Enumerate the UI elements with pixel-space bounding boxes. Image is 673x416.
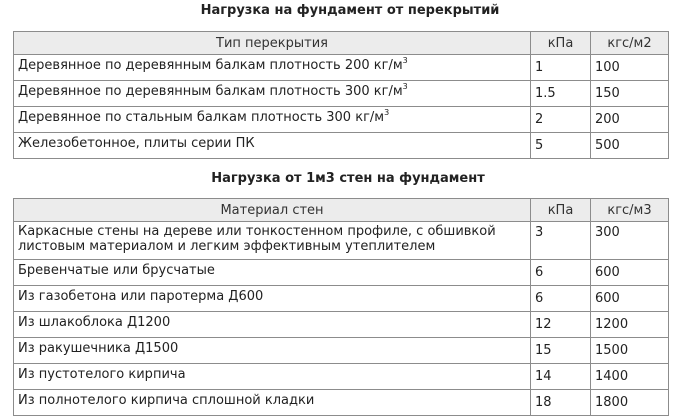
- kgs-cell: 1500: [591, 338, 669, 364]
- table-row: [14, 338, 669, 364]
- kgs-cell: 600: [591, 286, 669, 312]
- table-row: [14, 55, 669, 81]
- kpa-cell: 2: [531, 107, 591, 133]
- kgs-cell: 1400: [591, 364, 669, 390]
- superscript: 3: [402, 81, 408, 91]
- kpa-cell: 5: [531, 133, 591, 159]
- floor-type-cell: Деревянное по деревянным балкам плотность 200 $кг/м^3$: [14, 55, 531, 81]
- column-header-wall-material: Материал стен: [14, 199, 531, 222]
- floors-table-title: Нагрузка на фундамент от перекрытий: [200, 3, 500, 18]
- table-row: [14, 222, 669, 260]
- superscript: 3: [384, 107, 390, 117]
- floor-type-cell: Деревянное по стальным балкам плотность 300 $кг/м^3$: [14, 107, 531, 133]
- floor-type-cell: Железобетонное, плиты серии ПК: [14, 133, 531, 159]
- kgs-cell: 1200: [591, 312, 669, 338]
- table-row: [14, 286, 669, 312]
- table-header-row: [14, 32, 669, 55]
- table-header-row: [14, 199, 669, 222]
- table-row: [14, 133, 669, 159]
- column-header-kgs: кгс/м2: [591, 32, 669, 55]
- kpa-cell: 18: [531, 390, 591, 416]
- kpa-cell: 14: [531, 364, 591, 390]
- table-row: [14, 107, 669, 133]
- kgs-cell: 600: [591, 260, 669, 286]
- kgs-cell: 300: [591, 222, 669, 260]
- floor-type-cell: Деревянное по деревянным балкам плотность 300 $кг/м^3$: [14, 81, 531, 107]
- kpa-cell: 1: [531, 55, 591, 81]
- column-header-kpa: кПа: [531, 32, 591, 55]
- table-row: [14, 81, 669, 107]
- kgs-cell: 200: [591, 107, 669, 133]
- walls-load-table: [13, 198, 669, 416]
- wall-material-cell: Из газобетона или паротерма Д600: [14, 286, 531, 312]
- kgs-cell: 150: [591, 81, 669, 107]
- wall-material-cell: Из ракушечника Д1500: [14, 338, 531, 364]
- wall-material-cell: Из полнотелого кирпича сплошной кладки: [14, 390, 531, 416]
- kgs-cell: 500: [591, 133, 669, 159]
- column-header-kgs: кгс/м3: [591, 199, 669, 222]
- kpa-cell: 3: [531, 222, 591, 260]
- kgs-cell: 100: [591, 55, 669, 81]
- column-header-kpa: кПа: [531, 199, 591, 222]
- table-row: [14, 390, 669, 416]
- wall-material-cell: Бревенчатые или брусчатые: [14, 260, 531, 286]
- kpa-cell: 1.5: [531, 81, 591, 107]
- floors-load-table: [13, 31, 669, 159]
- column-header-floor-type: Тип перекрытия: [14, 32, 531, 55]
- walls-table-title: Нагрузка от 1м3 стен на фундамент: [211, 171, 485, 186]
- table-row: [14, 364, 669, 390]
- wall-material-cell: Из шлакоблока Д1200: [14, 312, 531, 338]
- superscript: 3: [402, 55, 408, 65]
- kpa-cell: 6: [531, 286, 591, 312]
- kpa-cell: 15: [531, 338, 591, 364]
- kpa-cell: 12: [531, 312, 591, 338]
- wall-material-cell: Из пустотелого кирпича: [14, 364, 531, 390]
- kgs-cell: 1800: [591, 390, 669, 416]
- table-row: [14, 260, 669, 286]
- wall-material-cell: Каркасные стены на дереве или тонкостенном профиле, с обшивкой листовым материалом и легким эффективным утеплителем: [14, 222, 531, 260]
- table-row: [14, 312, 669, 338]
- kpa-cell: 6: [531, 260, 591, 286]
